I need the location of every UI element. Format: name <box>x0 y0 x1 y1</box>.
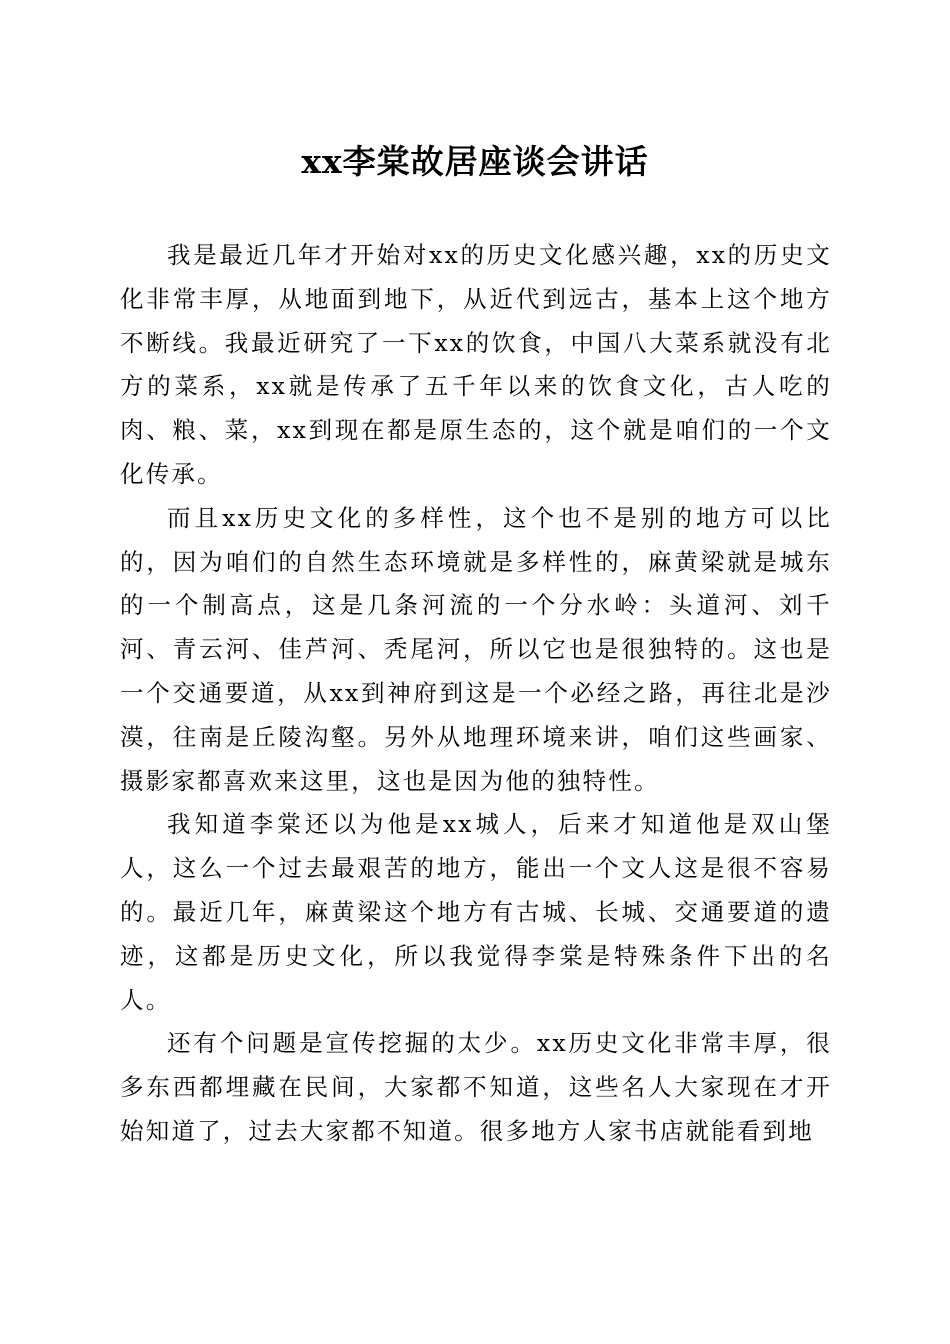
document-title: xx李棠故居座谈会讲话 <box>301 142 649 181</box>
document-body <box>120 234 832 1154</box>
paragraph-3: 我知道李棠还以为他是xx城人，后来才知道他是双山堡人，这么一个过去最艰苦的地方，能出一个文人这是很不容易的。最近几年，麻黄梁这个地方有古城、长城、交通要道的遗迹，这都是历史文化，所以我觉得李棠是特殊条件下出的名人。 <box>120 810 832 1014</box>
paragraph-1: 我是最近几年才开始对xx的历史文化感兴趣，xx的历史文化非常丰厚，从地面到地下，从近代到远古，基本上这个地方不断线。我最近研究了一下xx的饮食，中国八大菜系就没有北方的菜系，xx就是传承了五千年以来的饮食文化，古人吃的肉、粮、菜，xx到现在都是原生态的，这个就是咱们的一个文化传承。 <box>120 241 832 488</box>
paragraph-4: 还有个问题是宣传挖掘的太少。xx历史文化非常丰厚，很多东西都埋藏在民间，大家都不知道，这些名人大家现在才开始知道了，过去大家都不知道。很多地方人家书店就能看到地 <box>120 1029 832 1145</box>
paragraph-2: 而且xx历史文化的多样性，这个也不是别的地方可以比的，因为咱们的自然生态环境就是多样性的，麻黄梁就是城东的一个制高点，这是几条河流的一个分水岭：头道河、刘千河、青云河、佳芦河、秃尾河，所以它也是很独特的。这也是一个交通要道，从xx到神府到这是一个必经之路，再往北是沙漠，往南是丘陵沟壑。另外从地理环境来讲，咱们这些画家、摄影家都喜欢来这里，这也是因为他的独特性。 <box>120 503 832 795</box>
